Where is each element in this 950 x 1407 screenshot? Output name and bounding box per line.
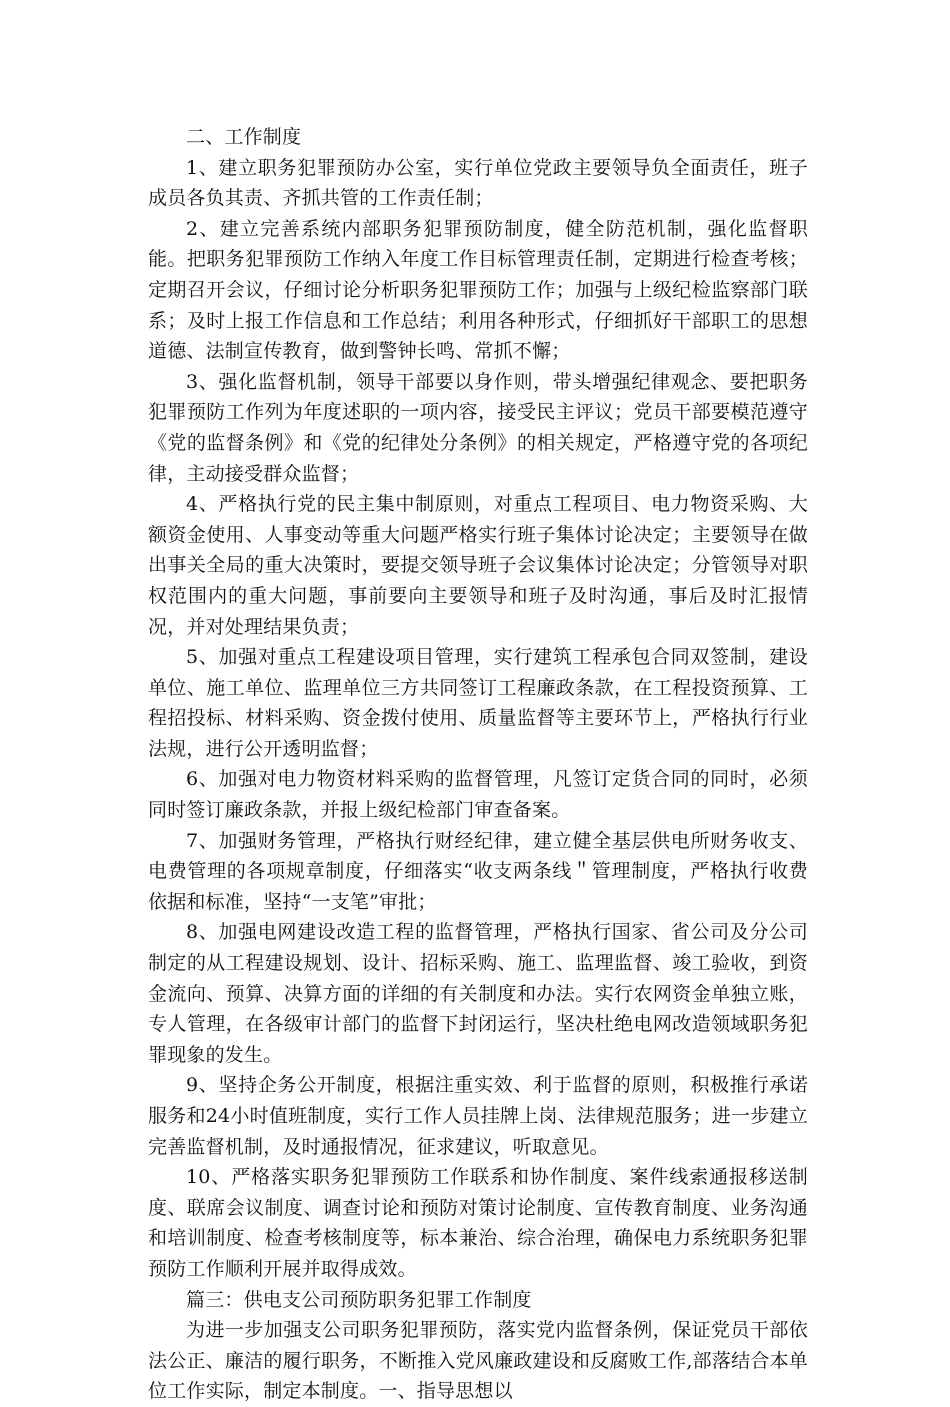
paragraph-6: 6、加强对电力物资材料采购的监督管理，凡签订定货合同的同时，必须同时签订廉政条款，并报上级纪检部门审查备案。 (148, 768, 808, 822)
paragraph-8: 8、加强电网建设改造工程的监督管理，严格执行国家、省公司及分公司制定的从工程建设规划、设计、招标采购、施工、监理监督、竣工验收，到资金流向、预算、决算方面的详细的有关制度和办法。实行农网资金单独立账，专人管理，在各级审计部门的监督下封闭运行，坚决杜绝电网改造领域职务犯罪现象的发生。 (148, 921, 808, 1066)
paragraph-5: 5、加强对重点工程建设项目管理，实行建筑工程承包合同双签制，建设单位、施工单位、监理单位三方共同签订工程廉政条款，在工程投资预算、工程招投标、材料采购、资金拨付使用、质量监督等主要环节上，严格执行行业法规，进行公开透明监督； (148, 646, 808, 760)
paragraph-4: 4、严格执行党的民主集中制原则，对重点工程项目、电力物资采购、大额资金使用、人事变动等重大问题严格实行班子集体讨论决定；主要领导在做出事关全局的重大决策时，要提交领导班子会议集体讨论决定；分管领导对职权范围内的重大问题，事前要向主要领导和班子及时沟通，事后及时汇报情况，并对处理结果负责； (148, 493, 808, 638)
paragraph-7: 7、加强财务管理，严格执行财经纪律，建立健全基层供电所财务收支、电费管理的各项规章制度，仔细落实“收支两条线＂管理制度，严格执行收费依据和标准，坚持“一支笔”审批； (148, 829, 808, 913)
section-heading: 二、工作制度 (186, 126, 302, 148)
article-heading: 篇三：供电支公司预防职务犯罪工作制度 (186, 1288, 532, 1311)
paragraph-10: 10、严格落实职务犯罪预防工作联系和协作制度、案件线索通报移送制度、联席会议制度、调查讨论和预防对策讨论制度、宣传教育制度、业务沟通和培训制度、检查考核制度等，标本兼治、综合治理，确保电力系统职务犯罪预防工作顺利开展并取得成效。 (148, 1166, 808, 1280)
paragraph-2: 2、建立完善系统内部职务犯罪预防制度，健全防范机制，强化监督职能。把职务犯罪预防工作纳入年度工作目标管理责任制，定期进行检查考核；定期召开会议，仔细讨论分析职务犯罪预防工作；加强与上级纪检监察部门联系；及时上报工作信息和工作总结；利用各种形式，仔细抓好干部职工的思想道德、法制宣传教育，做到警钟长鸣、常抓不懈； (148, 217, 808, 363)
paragraph-3: 3、强化监督机制，领导干部要以身作则，带头增强纪律观念、要把职务犯罪预防工作列为年度述职的一项内容，接受民主评议；党员干部要模范遵守《党的监督条例》和《党的纪律处分条例》的相关规定，严格遵守党的各项纪律，主动接受群众监督； (148, 370, 808, 485)
paragraph-9: 9、坚持企务公开制度，根据注重实效、利于监督的原则，积极推行承诺服务和24小时值班制度，实行工作人员挂牌上岗、法律规范服务；进一步建立完善监督机制，及时通报情况，征求建议，听取意见。 (148, 1074, 808, 1158)
paragraph-1: 1、建立职务犯罪预防办公室，实行单位党政主要领导负全面责任，班子成员各负其责、齐抓共管的工作责任制； (148, 156, 808, 210)
document-body (148, 122, 808, 1407)
intro-paragraph: 为进一步加强支公司职务犯罪预防，落实党内监督条例，保证党员干部依法公正、廉洁的履行职务，不断推入党风廉政建设和反腐败工作,部落结合本单位工作实际，制定本制度。一、指导思想以 (148, 1319, 808, 1403)
